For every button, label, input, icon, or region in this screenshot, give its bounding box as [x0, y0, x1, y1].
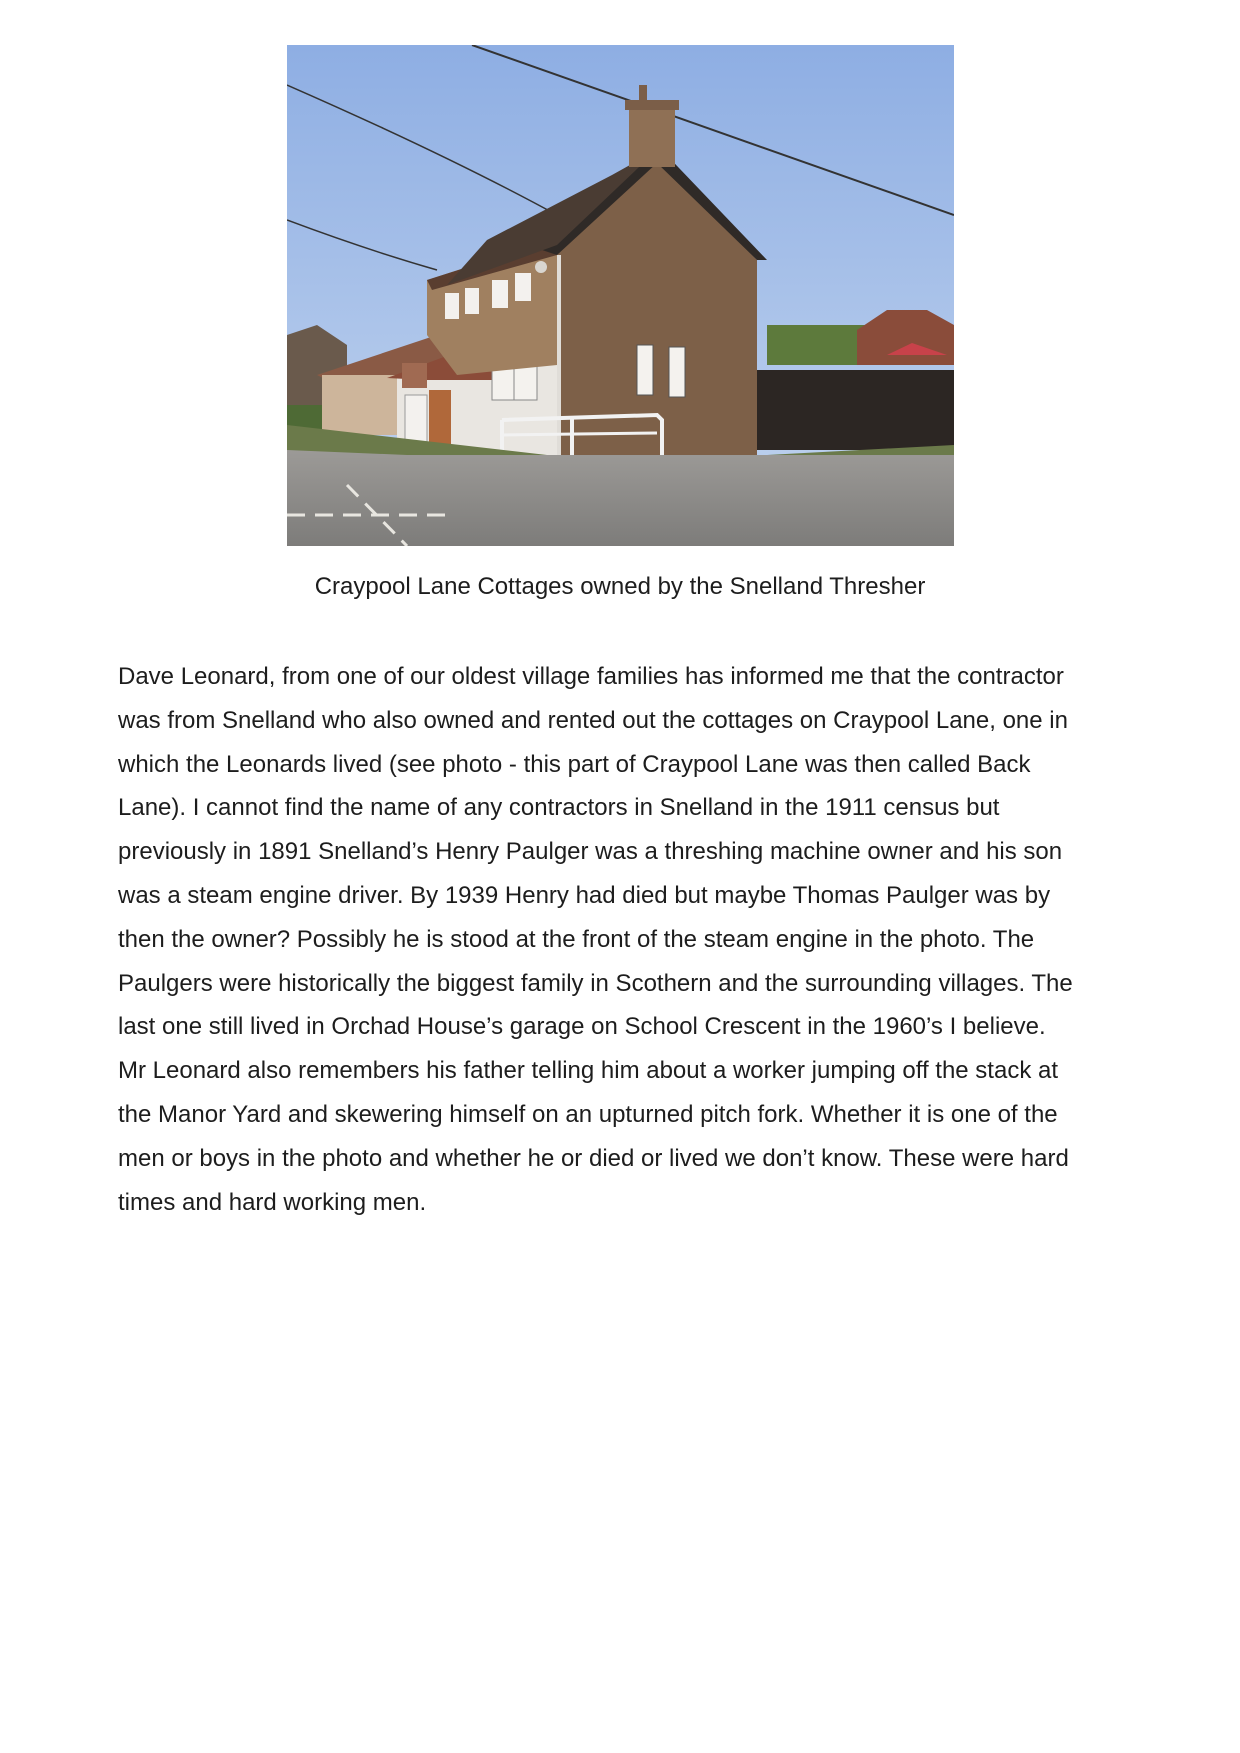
cottage-photo	[287, 45, 954, 546]
body-line: was a steam engine driver. By 1939 Henry had died but maybe Thomas Paulger was by	[118, 881, 1051, 909]
body-line: last one still lived in Orchad House’s garage on School Crescent in the 1960’s I believe.	[118, 1013, 1046, 1041]
body-line: times and hard working men.	[118, 1188, 427, 1216]
cottage-photo-drawing	[287, 45, 954, 546]
body-line: previously in 1891 Snelland’s Henry Paulger was a threshing machine owner and his son	[118, 838, 1063, 866]
body-line: men or boys in the photo and whether he or died or lived we don’t know. These were hard	[118, 1144, 1069, 1172]
body-line: Dave Leonard, from one of our oldest village families has informed me that the contractor	[118, 663, 1064, 690]
article-body	[118, 655, 1128, 1224]
body-line: then the owner? Possibly he is stood at the front of the steam engine in the photo. The	[118, 925, 1035, 953]
body-line: the Manor Yard and skewering himself on an upturned pitch fork. Whether it is one of the	[118, 1100, 1058, 1128]
body-line: Lane). I cannot find the name of any contractors in Snelland in the 1911 census but	[118, 794, 1000, 822]
body-line: which the Leonards lived (see photo - this part of Craypool Lane was then called Back	[118, 750, 1031, 778]
body-line: was from Snelland who also owned and rented out the cottages on Craypool Lane, one in	[118, 706, 1068, 734]
body-line: Paulgers were historically the biggest family in Scothern and the surrounding villages. The	[118, 969, 1073, 997]
photo-caption: Craypool Lane Cottages owned by the Snelland Thresher	[314, 573, 926, 600]
body-line: Mr Leonard also remembers his father telling him about a worker jumping off the stack at	[118, 1057, 1059, 1085]
